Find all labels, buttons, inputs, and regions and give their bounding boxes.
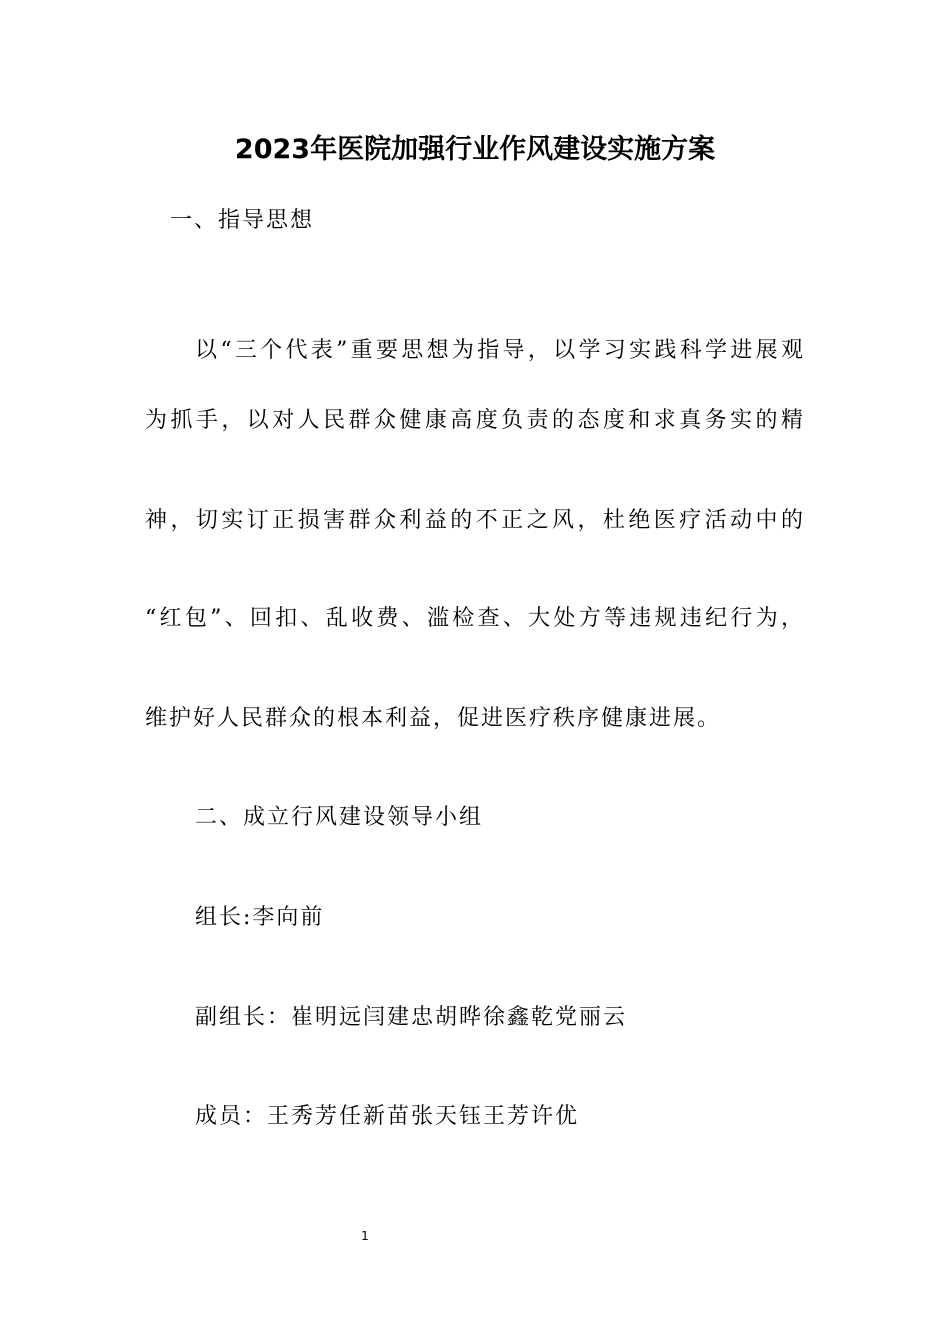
paragraph-line: 为抓手，以对人民群众健康高度负责的态度和求真务实的精 — [145, 408, 805, 433]
paragraph-line: 以“三个代表”重要思想为指导，以学习实践科学进展观 — [195, 338, 805, 363]
paragraph-line: “红包”、回扣、乱收费、滥检查、大处方等违规违纪行为， — [145, 606, 805, 631]
deputy-group-leader: 副组长：崔明远闫建忠胡晔徐鑫乾党丽云 — [195, 1005, 628, 1030]
paragraph-line: 神，切实订正损害群众利益的不正之风，杜绝医疗活动中的 — [145, 508, 805, 533]
document-title: 2023年医院加强行业作风建设实施方案 — [234, 134, 716, 165]
section-heading-leadership-group: 二、成立行风建设领导小组 — [195, 805, 484, 830]
group-members: 成员：王秀芳任新苗张天钰王芳许优 — [195, 1104, 580, 1129]
group-leader: 组长:李向前 — [195, 905, 325, 930]
paragraph-line: 维护好人民群众的根本利益，促进医疗秩序健康进展。 — [145, 706, 722, 731]
section-heading-guiding-thought: 一、指导思想 — [170, 208, 315, 233]
page-number: 1 — [361, 1229, 369, 1243]
